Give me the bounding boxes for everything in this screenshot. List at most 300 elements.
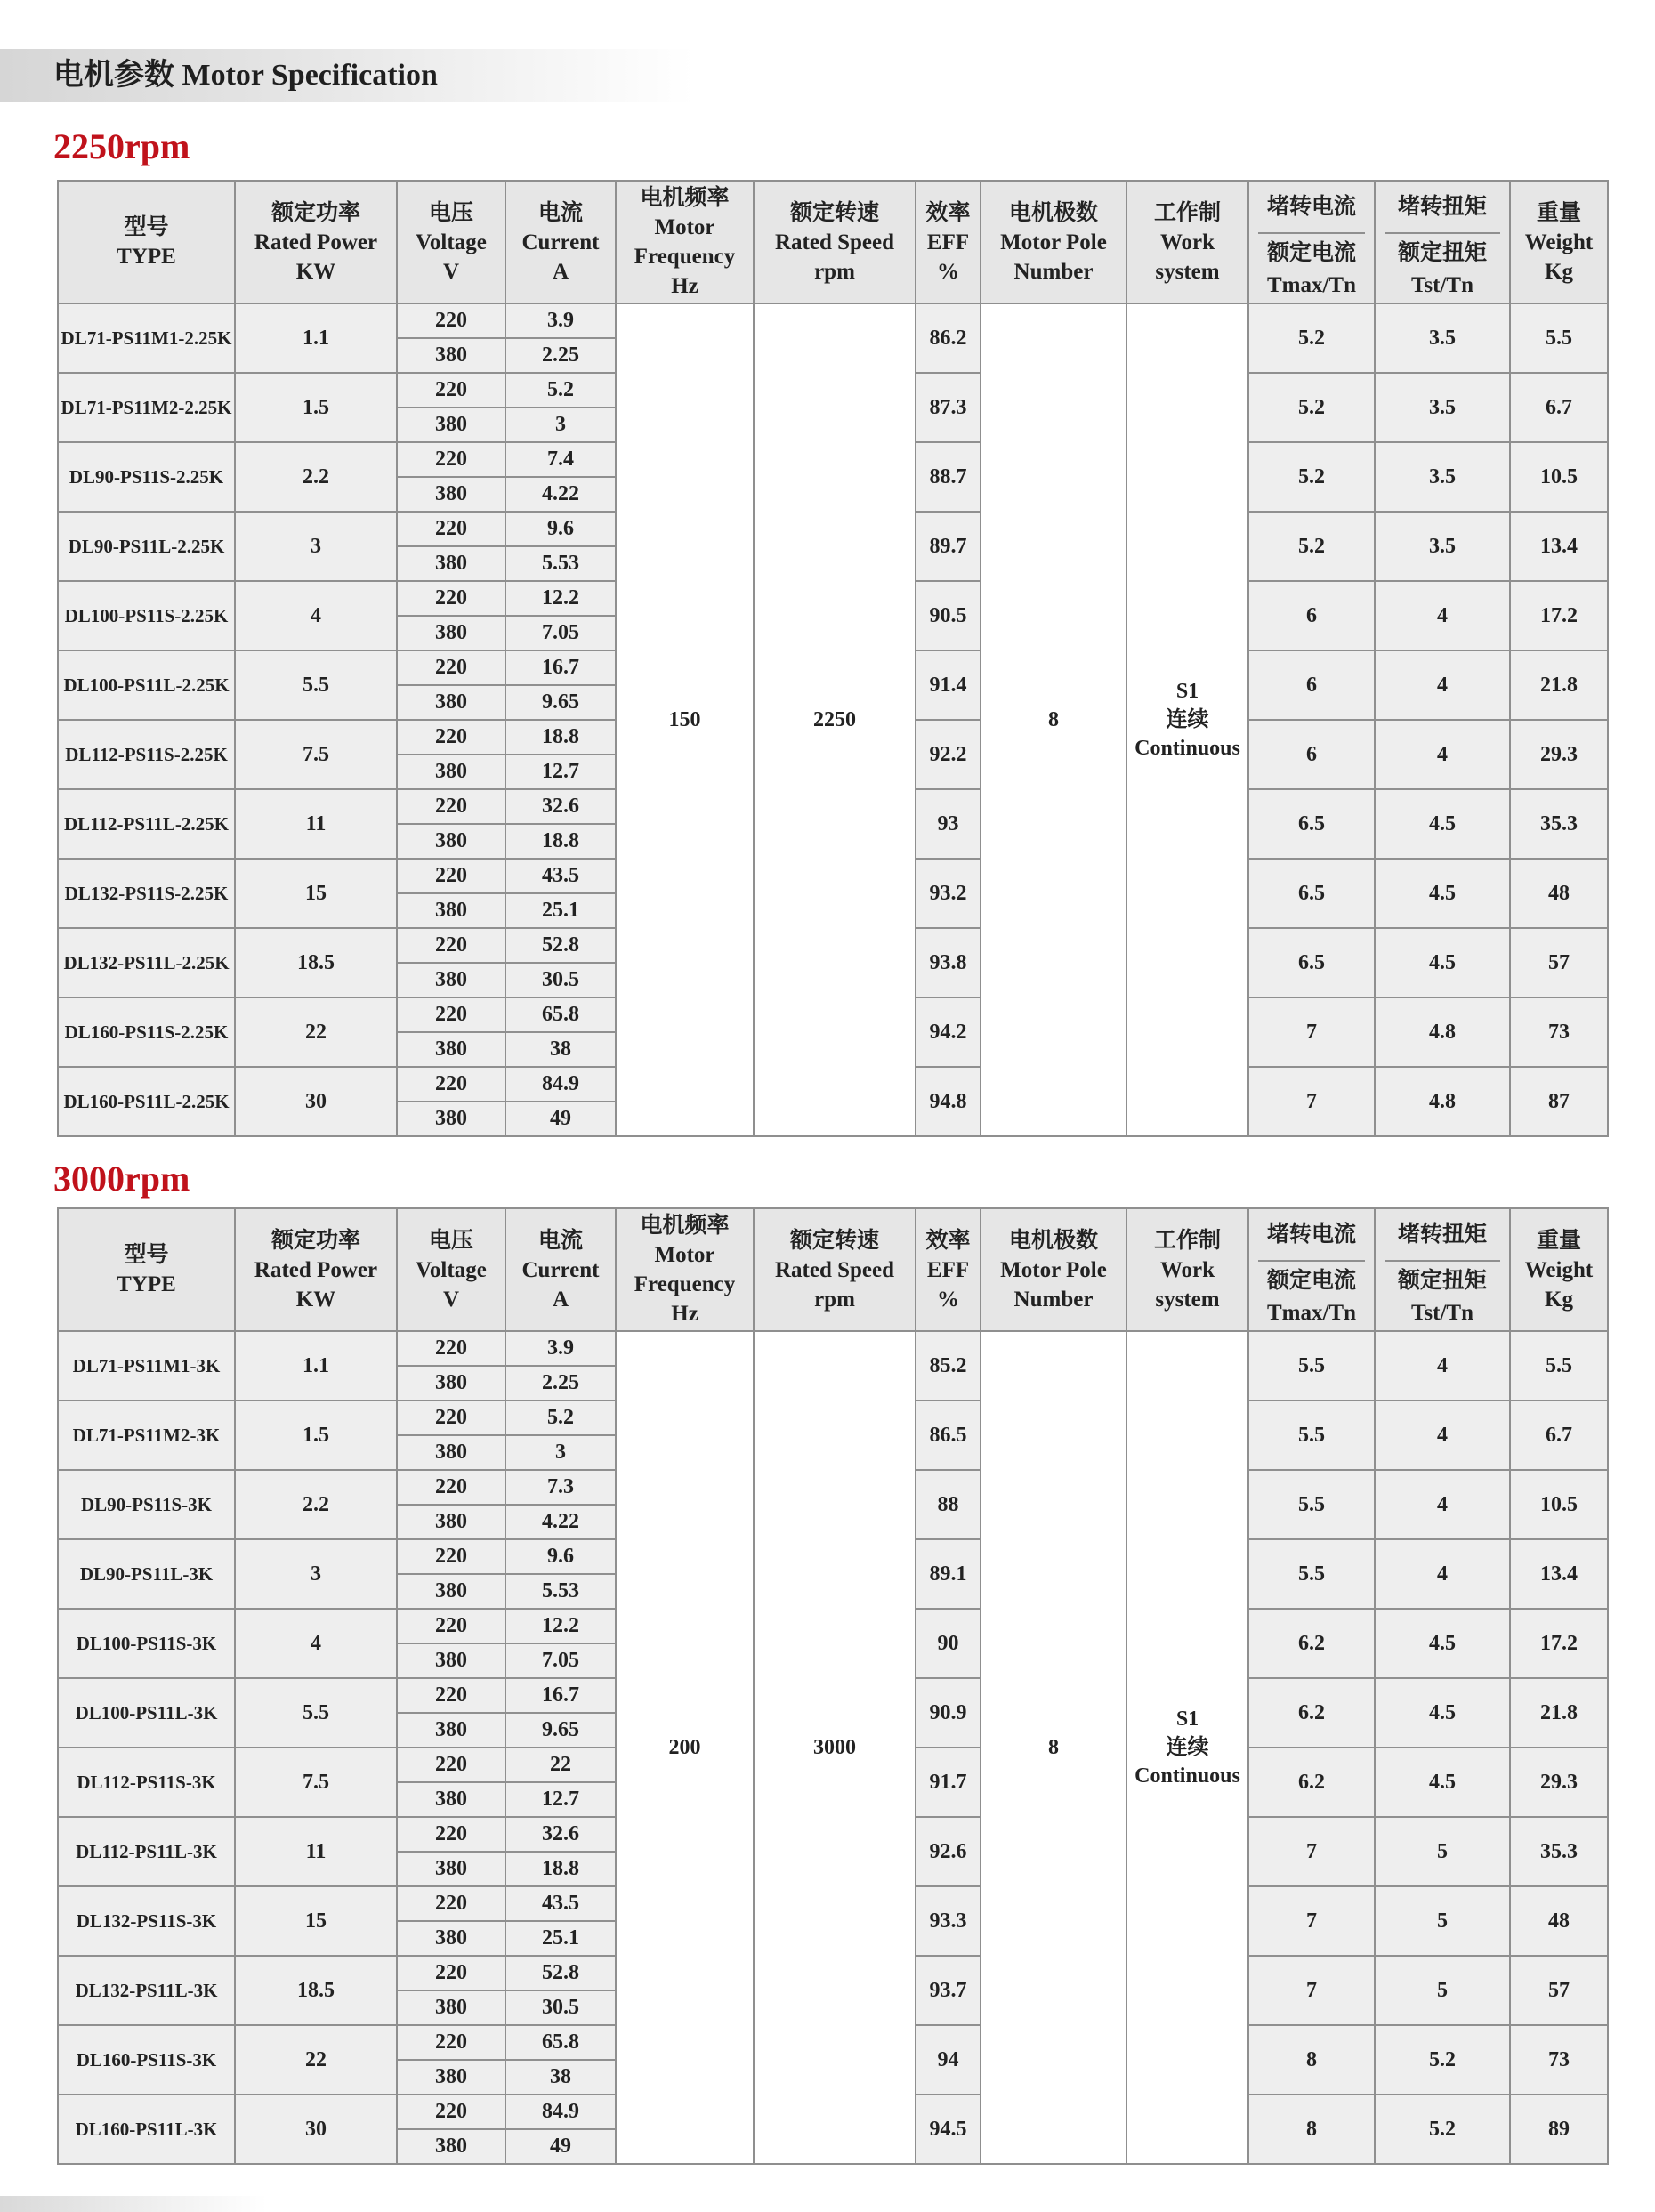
voltage-cell: 380 [397, 1435, 505, 1470]
power-cell: 5.5 [235, 1678, 397, 1748]
power-cell: 3 [235, 1539, 397, 1609]
work-system-line: 连续 [1166, 708, 1209, 731]
col-pole-header-line: Number [1013, 1287, 1094, 1312]
col-frequency-header-line: Motor [654, 1243, 715, 1267]
col-weight-header-line: Kg [1545, 259, 1573, 284]
col-work-header-line: system [1155, 259, 1220, 284]
power-cell: 4 [235, 581, 397, 650]
voltage-cell: 220 [397, 373, 505, 408]
col-tst-header-ratio [1376, 1262, 1509, 1329]
power-cell: 2.2 [235, 1470, 397, 1539]
voltage-cell: 220 [397, 1956, 505, 1990]
voltage-cell: 220 [397, 650, 505, 685]
col-voltage-header-line: Voltage [416, 1257, 487, 1282]
power-cell: 2.2 [235, 442, 397, 512]
current-cell: 7.05 [505, 1643, 616, 1678]
weight-cell: 35.3 [1510, 1817, 1608, 1886]
current-cell: 9.65 [505, 685, 616, 720]
col-tmax-header-line: Tmax/Tn [1266, 273, 1357, 297]
current-cell: 18.8 [505, 720, 616, 755]
voltage-cell: 380 [397, 685, 505, 720]
current-cell: 9.65 [505, 1713, 616, 1748]
col-current-header-line: 电流 [537, 1228, 583, 1253]
power-cell: 18.5 [235, 928, 397, 997]
power-cell: 7.5 [235, 1748, 397, 1817]
type-cell: DL71-PS11M1-2.25K [58, 303, 235, 373]
col-type-header-line: 型号 [124, 215, 169, 239]
col-eff-header-line: % [937, 259, 959, 284]
current-cell: 38 [505, 2060, 616, 2095]
voltage-cell: 220 [397, 997, 505, 1032]
tmax-cell: 7 [1248, 1886, 1375, 1956]
eff-cell: 94 [916, 2025, 981, 2095]
type-cell: DL71-PS11M1-3K [58, 1331, 235, 1401]
current-cell: 84.9 [505, 2095, 616, 2129]
col-voltage-header [397, 181, 505, 303]
tmax-cell: 6.2 [1248, 1678, 1375, 1748]
tst-cell: 4 [1375, 581, 1510, 650]
col-power-header [235, 181, 397, 303]
type-cell: DL100-PS11S-3K [58, 1609, 235, 1678]
work-system-line: Continuous [1134, 1764, 1240, 1788]
voltage-cell: 380 [397, 893, 505, 928]
weight-cell: 57 [1510, 1956, 1608, 2025]
current-cell: 3.9 [505, 1331, 616, 1366]
work-system-line: 连续 [1166, 1736, 1209, 1759]
current-cell: 84.9 [505, 1067, 616, 1102]
table-row [58, 303, 1608, 338]
col-frequency-header [616, 1208, 754, 1331]
voltage-cell: 220 [397, 720, 505, 755]
col-power-header-line: Rated Power [254, 230, 378, 254]
col-pole-header [981, 1208, 1126, 1331]
eff-cell: 93.8 [916, 928, 981, 997]
weight-cell: 73 [1510, 2025, 1608, 2095]
eff-cell: 86.5 [916, 1401, 981, 1470]
col-speed-header-line: 额定转速 [789, 200, 879, 225]
eff-cell: 94.8 [916, 1067, 981, 1136]
eff-cell: 87.3 [916, 373, 981, 442]
current-cell: 4.22 [505, 477, 616, 512]
power-cell: 4 [235, 1609, 397, 1678]
power-cell: 18.5 [235, 1956, 397, 2025]
type-cell: DL160-PS11L-3K [58, 2095, 235, 2164]
col-speed-header [754, 1208, 916, 1331]
col-power-header-line: 额定功率 [270, 200, 360, 225]
col-voltage-header-line: 电压 [428, 200, 473, 225]
col-eff-header [916, 1208, 981, 1331]
type-cell: DL132-PS11L-2.25K [58, 928, 235, 997]
col-tst-header-zh: 堵转扭矩 [1385, 1210, 1500, 1262]
voltage-cell: 380 [397, 338, 505, 373]
tmax-cell: 7 [1248, 1817, 1375, 1886]
current-cell: 4.22 [505, 1505, 616, 1539]
tst-cell: 4.8 [1375, 1067, 1510, 1136]
speed-cell: 2250 [754, 303, 916, 1136]
current-cell: 3.9 [505, 303, 616, 338]
col-pole-header-line: Number [1013, 259, 1094, 284]
tmax-cell: 6.2 [1248, 1748, 1375, 1817]
voltage-cell: 380 [397, 546, 505, 581]
tst-cell: 4 [1375, 1470, 1510, 1539]
col-weight-header-line: Kg [1545, 1287, 1573, 1312]
work-system-line: S1 [1175, 680, 1199, 703]
col-weight-header [1510, 1208, 1608, 1331]
col-voltage-header-line: Voltage [416, 230, 487, 254]
voltage-cell: 380 [397, 963, 505, 997]
voltage-cell: 220 [397, 859, 505, 893]
col-weight-header-line: Weight [1524, 230, 1594, 254]
type-cell: DL160-PS11S-2.25K [58, 997, 235, 1067]
type-cell: DL112-PS11S-2.25K [58, 720, 235, 789]
current-cell: 12.7 [505, 1782, 616, 1817]
current-cell: 7.4 [505, 442, 616, 477]
voltage-cell: 220 [397, 1067, 505, 1102]
col-weight-header-line: Weight [1524, 1257, 1594, 1282]
tst-cell: 4.5 [1375, 1678, 1510, 1748]
spec-table-3000rpm [57, 1207, 1609, 2165]
eff-cell: 90 [916, 1609, 981, 1678]
tmax-cell: 7 [1248, 997, 1375, 1067]
voltage-cell: 380 [397, 1505, 505, 1539]
current-cell: 65.8 [505, 2025, 616, 2060]
col-frequency-header-line: 电机频率 [640, 186, 730, 210]
tst-cell: 5.2 [1375, 2095, 1510, 2164]
type-cell: DL100-PS11L-3K [58, 1678, 235, 1748]
tmax-cell: 5.5 [1248, 1331, 1375, 1401]
voltage-cell: 220 [397, 512, 505, 546]
weight-cell: 48 [1510, 859, 1608, 928]
type-cell: DL112-PS11L-3K [58, 1817, 235, 1886]
type-cell: DL90-PS11S-2.25K [58, 442, 235, 512]
weight-cell: 10.5 [1510, 1470, 1608, 1539]
table-header [58, 181, 1608, 303]
power-cell: 15 [235, 1886, 397, 1956]
weight-cell: 29.3 [1510, 720, 1608, 789]
tmax-cell: 6 [1248, 581, 1375, 650]
voltage-cell: 380 [397, 824, 505, 859]
col-current-header-line: Current [521, 230, 600, 254]
col-work-header-line: Work [1159, 230, 1215, 254]
current-cell: 16.7 [505, 650, 616, 685]
current-cell: 7.05 [505, 616, 616, 650]
power-cell: 5.5 [235, 650, 397, 720]
eff-cell: 90.5 [916, 581, 981, 650]
current-cell: 9.6 [505, 512, 616, 546]
voltage-cell: 380 [397, 1102, 505, 1136]
col-tmax-header-line: 额定电流 [1266, 241, 1356, 265]
work-system-cell [1126, 1331, 1248, 2164]
eff-cell: 92.6 [916, 1817, 981, 1886]
section-title-2250rpm: 2250rpm [53, 126, 190, 166]
tst-cell: 3.5 [1375, 442, 1510, 512]
header-row [58, 181, 1608, 303]
voltage-cell: 380 [397, 1782, 505, 1817]
col-frequency-header-line: Hz [671, 274, 698, 298]
col-tmax-header-ratio [1249, 1262, 1374, 1329]
col-power-header-line: KW [295, 259, 336, 284]
voltage-cell: 380 [397, 1713, 505, 1748]
eff-cell: 94.5 [916, 2095, 981, 2164]
current-cell: 43.5 [505, 859, 616, 893]
col-tmax-header-ratio [1249, 234, 1374, 302]
col-work-header-line: 工作制 [1153, 1228, 1221, 1253]
current-cell: 3 [505, 408, 616, 442]
tmax-cell: 6.2 [1248, 1609, 1375, 1678]
type-cell: DL160-PS11S-3K [58, 2025, 235, 2095]
current-cell: 7.3 [505, 1470, 616, 1505]
voltage-cell: 380 [397, 1921, 505, 1956]
eff-cell: 93.3 [916, 1886, 981, 1956]
current-cell: 5.53 [505, 546, 616, 581]
current-cell: 32.6 [505, 1817, 616, 1852]
col-eff-header [916, 181, 981, 303]
eff-cell: 89.1 [916, 1539, 981, 1609]
tst-cell: 5 [1375, 1956, 1510, 2025]
eff-cell: 93.2 [916, 859, 981, 928]
col-current-header-line: A [552, 259, 569, 284]
col-pole-header-line: 电机极数 [1008, 1228, 1098, 1253]
eff-cell: 92.2 [916, 720, 981, 789]
weight-cell: 29.3 [1510, 1748, 1608, 1817]
eff-cell: 86.2 [916, 303, 981, 373]
col-frequency-header-line: 电机频率 [640, 1214, 730, 1238]
current-cell: 2.25 [505, 338, 616, 373]
table-body [58, 1331, 1608, 2164]
voltage-cell: 220 [397, 1609, 505, 1643]
weight-cell: 57 [1510, 928, 1608, 997]
table-body [58, 303, 1608, 1136]
eff-cell: 93.7 [916, 1956, 981, 2025]
col-eff-header-line: EFF [926, 1257, 970, 1282]
current-cell: 5.2 [505, 1401, 616, 1435]
current-cell: 18.8 [505, 1852, 616, 1886]
voltage-cell: 220 [397, 1401, 505, 1435]
voltage-cell: 220 [397, 2025, 505, 2060]
eff-cell: 90.9 [916, 1678, 981, 1748]
voltage-cell: 220 [397, 1331, 505, 1366]
tst-cell: 4 [1375, 650, 1510, 720]
col-current-header-line: Current [521, 1257, 600, 1282]
current-cell: 5.53 [505, 1574, 616, 1609]
tst-cell: 4.8 [1375, 997, 1510, 1067]
col-voltage-header-line: V [442, 1287, 460, 1312]
col-eff-header-line: 效率 [925, 200, 971, 225]
current-cell: 16.7 [505, 1678, 616, 1713]
weight-cell: 87 [1510, 1067, 1608, 1136]
eff-cell: 91.7 [916, 1748, 981, 1817]
speed-cell: 3000 [754, 1331, 916, 2164]
footer-band [0, 2196, 267, 2212]
section-title-3000rpm: 3000rpm [53, 1158, 190, 1199]
type-cell: DL160-PS11L-2.25K [58, 1067, 235, 1136]
type-cell: DL71-PS11M2-2.25K [58, 373, 235, 442]
col-pole-header-line: 电机极数 [1008, 200, 1098, 225]
power-cell: 7.5 [235, 720, 397, 789]
voltage-cell: 220 [397, 581, 505, 616]
col-speed-header-line: Rated Speed [774, 230, 895, 254]
voltage-cell: 220 [397, 1886, 505, 1921]
voltage-cell: 380 [397, 1366, 505, 1401]
power-cell: 15 [235, 859, 397, 928]
tmax-cell: 6 [1248, 720, 1375, 789]
weight-cell: 21.8 [1510, 650, 1608, 720]
tmax-cell: 6.5 [1248, 928, 1375, 997]
tmax-cell: 5.2 [1248, 442, 1375, 512]
tmax-cell: 5.5 [1248, 1539, 1375, 1609]
current-cell: 2.25 [505, 1366, 616, 1401]
weight-cell: 10.5 [1510, 442, 1608, 512]
col-tst-header [1375, 181, 1510, 303]
voltage-cell: 380 [397, 1643, 505, 1678]
power-cell: 1.5 [235, 1401, 397, 1470]
tmax-cell: 5.5 [1248, 1470, 1375, 1539]
type-cell: DL132-PS11S-2.25K [58, 859, 235, 928]
current-cell: 5.2 [505, 373, 616, 408]
type-cell: DL112-PS11S-3K [58, 1748, 235, 1817]
weight-cell: 21.8 [1510, 1678, 1608, 1748]
voltage-cell: 380 [397, 1032, 505, 1067]
current-cell: 52.8 [505, 928, 616, 963]
col-work-header-line: system [1155, 1287, 1220, 1312]
power-cell: 1.1 [235, 1331, 397, 1401]
col-frequency-header-line: Frequency [634, 1272, 736, 1296]
eff-cell: 88 [916, 1470, 981, 1539]
col-power-header-line: KW [295, 1287, 336, 1312]
col-weight-header-line: 重量 [1536, 200, 1581, 225]
tst-cell: 4.5 [1375, 928, 1510, 997]
current-cell: 30.5 [505, 1990, 616, 2025]
current-cell: 65.8 [505, 997, 616, 1032]
power-cell: 22 [235, 2025, 397, 2095]
type-cell: DL132-PS11S-3K [58, 1886, 235, 1956]
voltage-cell: 380 [397, 2129, 505, 2164]
type-cell: DL90-PS11S-3K [58, 1470, 235, 1539]
weight-cell: 5.5 [1510, 1331, 1608, 1401]
col-eff-header-line: 效率 [925, 1228, 971, 1253]
col-power-header-line: 额定功率 [270, 1228, 360, 1253]
col-frequency-header-line: Hz [671, 1302, 698, 1326]
eff-cell: 93 [916, 789, 981, 859]
power-cell: 1.1 [235, 303, 397, 373]
power-cell: 11 [235, 789, 397, 859]
voltage-cell: 220 [397, 1470, 505, 1505]
voltage-cell: 220 [397, 442, 505, 477]
tst-cell: 4 [1375, 720, 1510, 789]
col-type-header-line: 型号 [124, 1243, 169, 1267]
current-cell: 32.6 [505, 789, 616, 824]
current-cell: 18.8 [505, 824, 616, 859]
col-speed-header-line: rpm [814, 259, 855, 284]
table-row [58, 1331, 1608, 1366]
weight-cell: 5.5 [1510, 303, 1608, 373]
tst-cell: 4 [1375, 1539, 1510, 1609]
eff-cell: 85.2 [916, 1331, 981, 1401]
voltage-cell: 220 [397, 1539, 505, 1574]
tmax-cell: 5.5 [1248, 1401, 1375, 1470]
tst-cell: 3.5 [1375, 512, 1510, 581]
tst-cell: 5.2 [1375, 2025, 1510, 2095]
col-tst-header [1375, 1208, 1510, 1331]
col-eff-header-line: EFF [926, 230, 970, 254]
tmax-cell: 6 [1248, 650, 1375, 720]
voltage-cell: 380 [397, 2060, 505, 2095]
weight-cell: 17.2 [1510, 581, 1608, 650]
tst-cell: 4 [1375, 1401, 1510, 1470]
power-cell: 30 [235, 2095, 397, 2164]
voltage-cell: 380 [397, 477, 505, 512]
tmax-cell: 7 [1248, 1067, 1375, 1136]
weight-cell: 13.4 [1510, 512, 1608, 581]
tst-cell: 5 [1375, 1817, 1510, 1886]
col-voltage-header-line: V [442, 259, 460, 284]
col-current-header-line: A [552, 1287, 569, 1312]
col-tst-header-ratio [1376, 234, 1509, 302]
current-cell: 25.1 [505, 1921, 616, 1956]
tmax-cell: 8 [1248, 2095, 1375, 2164]
voltage-cell: 380 [397, 616, 505, 650]
col-power-header [235, 1208, 397, 1331]
work-system-line: Continuous [1134, 737, 1240, 760]
tmax-cell: 5.2 [1248, 373, 1375, 442]
current-cell: 30.5 [505, 963, 616, 997]
col-voltage-header-line: 电压 [428, 1228, 473, 1253]
tmax-cell: 5.2 [1248, 512, 1375, 581]
voltage-cell: 220 [397, 789, 505, 824]
type-cell: DL71-PS11M2-3K [58, 1401, 235, 1470]
current-cell: 49 [505, 1102, 616, 1136]
col-tmax-header [1248, 1208, 1375, 1331]
tmax-cell: 8 [1248, 2025, 1375, 2095]
current-cell: 12.2 [505, 1609, 616, 1643]
header-row [58, 1208, 1608, 1331]
voltage-cell: 380 [397, 1852, 505, 1886]
type-cell: DL132-PS11L-3K [58, 1956, 235, 2025]
weight-cell: 13.4 [1510, 1539, 1608, 1609]
col-frequency-header-line: Motor [654, 215, 715, 239]
pole-cell: 8 [981, 303, 1126, 1136]
weight-cell: 6.7 [1510, 1401, 1608, 1470]
col-power-header-line: Rated Power [254, 1257, 378, 1282]
power-cell: 1.5 [235, 373, 397, 442]
col-current-header [505, 181, 616, 303]
type-cell: DL100-PS11S-2.25K [58, 581, 235, 650]
tst-cell: 3.5 [1375, 373, 1510, 442]
tst-cell: 3.5 [1375, 303, 1510, 373]
col-voltage-header [397, 1208, 505, 1331]
col-tst-header-line: 额定扭矩 [1397, 1269, 1487, 1293]
col-speed-header-line: 额定转速 [789, 1228, 879, 1253]
power-cell: 22 [235, 997, 397, 1067]
tst-cell: 4 [1375, 1331, 1510, 1401]
weight-cell: 6.7 [1510, 373, 1608, 442]
col-weight-header-line: 重量 [1536, 1228, 1581, 1253]
voltage-cell: 220 [397, 303, 505, 338]
voltage-cell: 380 [397, 1574, 505, 1609]
voltage-cell: 220 [397, 928, 505, 963]
power-cell: 3 [235, 512, 397, 581]
voltage-cell: 220 [397, 1748, 505, 1782]
col-tst-header-line: 额定扭矩 [1397, 241, 1487, 265]
col-frequency-header-line: Frequency [634, 245, 736, 269]
eff-cell: 94.2 [916, 997, 981, 1067]
col-speed-header [754, 181, 916, 303]
col-current-header [505, 1208, 616, 1331]
table-header [58, 1208, 1608, 1331]
col-weight-header [1510, 181, 1608, 303]
type-cell: DL90-PS11L-2.25K [58, 512, 235, 581]
type-cell: DL100-PS11L-2.25K [58, 650, 235, 720]
